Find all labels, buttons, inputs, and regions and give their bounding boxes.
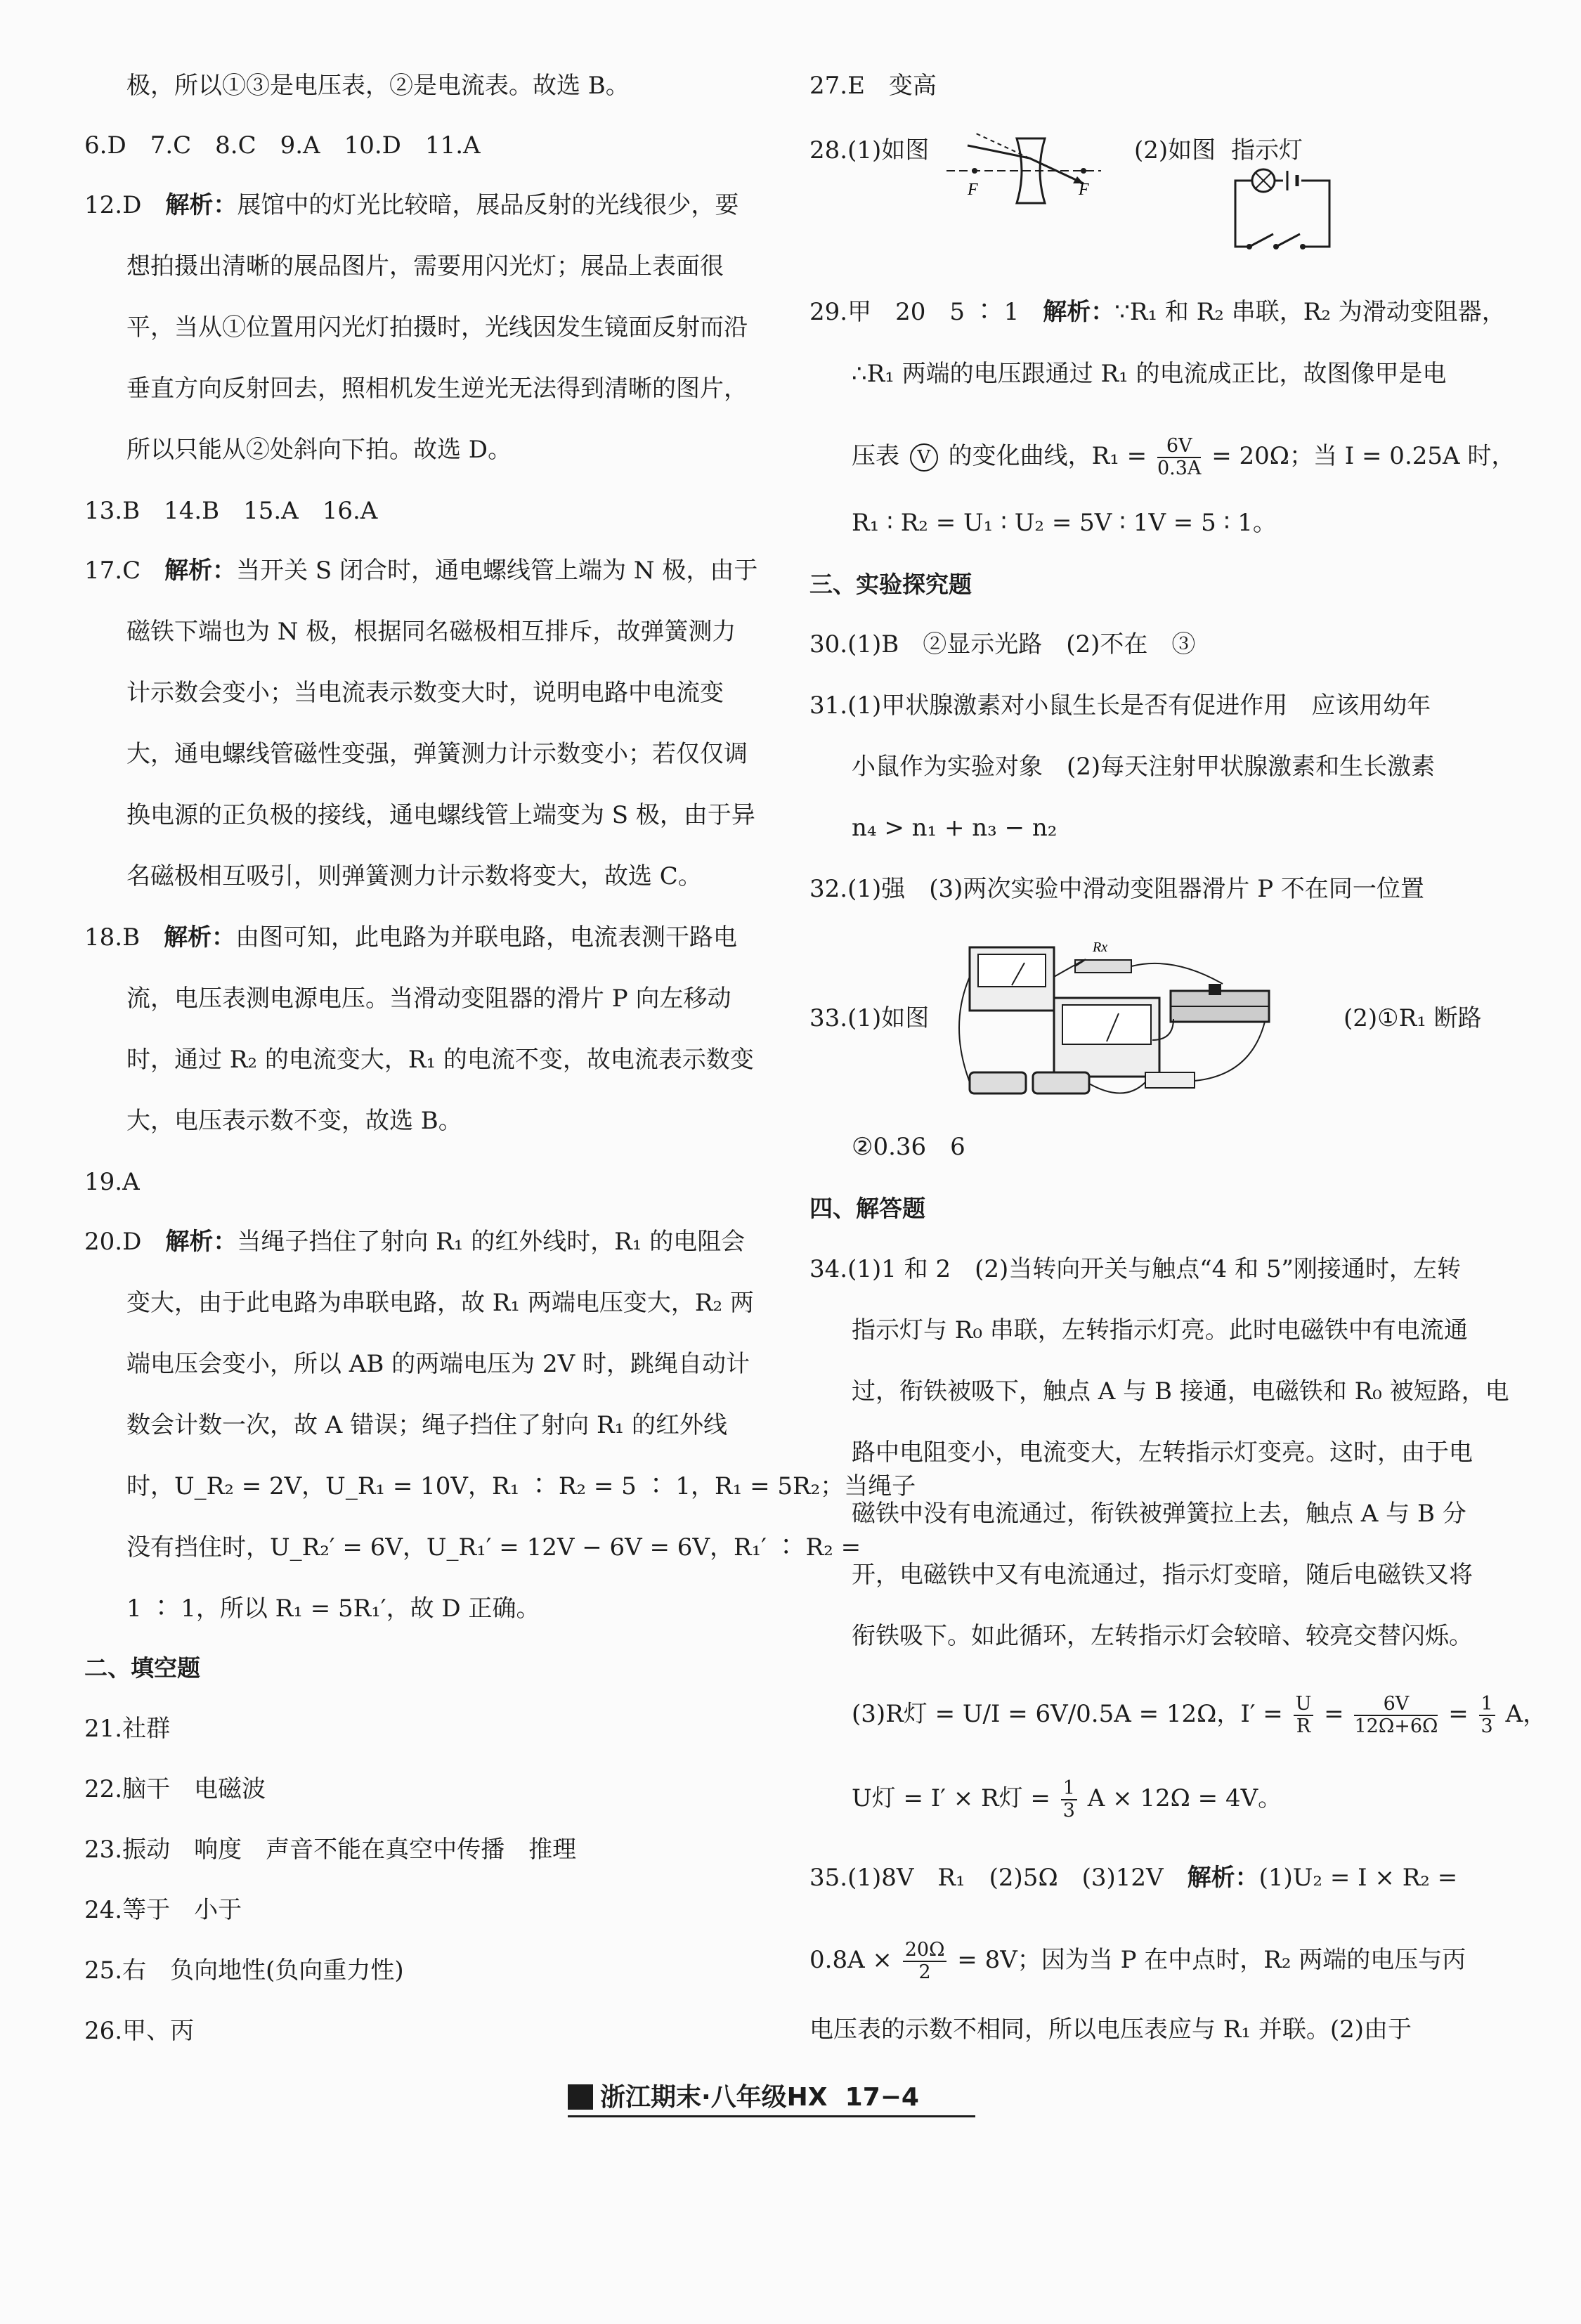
answers-13-16: 13.B 14.B 15.A 16.A: [84, 497, 378, 525]
q33-part2: (2)①R₁ 断路: [1343, 1004, 1482, 1032]
q12-line: 所以只能从②处斜向下拍。故选 D。: [126, 436, 512, 464]
answer-19: 19.A: [84, 1168, 140, 1196]
section-heading: 四、解答题: [809, 1195, 925, 1222]
q20-line: 20.D 解析：当绳子挡住了射向 R₁ 的红外线时，R₁ 的电阻会: [84, 1228, 746, 1256]
answer-26: 26.甲、丙: [84, 2017, 195, 2045]
q29-line: 29.甲 20 5 ∶ 1 解析：∵R₁ 和 R₂ 串联，R₂ 为滑动变阻器，: [809, 298, 1506, 326]
q34-line: 指示灯与 R₀ 串联，左转指示灯亮。此时电磁铁中有电流通: [852, 1316, 1468, 1344]
q20-line: 端电压会变小，所以 AB 的两端电压为 2V 时，跳绳自动计: [126, 1350, 750, 1378]
text-line: 极，所以①③是电压表，②是电流表。故选 B。: [126, 72, 630, 100]
experiment-apparatus: [942, 935, 1307, 1110]
q20-line: 数会计数一次，故 A 错误；绳子挡住了射向 R₁ 的红外线: [126, 1411, 728, 1439]
answers-6-11: 6.D 7.C 8.C 9.A 10.D 11.A: [84, 131, 481, 160]
answer-21: 21.社群: [84, 1715, 171, 1743]
q35-line: 电压表的示数不相同，所以电压表应与 R₁ 并联。(2)由于: [809, 2015, 1412, 2044]
q28-part1: 28.(1)如图: [809, 136, 930, 164]
q34-formula-line: U灯 = I′ × R灯 = $\frac{1}{3}$ A × 12Ω = 4V。: [852, 1777, 1282, 1822]
fraction: $\frac{6V}{0.3A}$: [1157, 435, 1202, 479]
fraction: $\frac{1}{3}$: [1479, 1694, 1495, 1737]
q34-line: 磁铁中没有电流通过，衔铁被弹簧拉上去，触点 A 与 B 分: [852, 1500, 1466, 1528]
q12-line: 想拍摄出清晰的展品图片，需要用闪光灯；展品上表面很: [126, 252, 724, 280]
answer-23: 23.振动 响度 声音不能在真空中传播 推理: [84, 1836, 577, 1864]
fraction: $\frac{20\Omega}{2}$: [903, 1940, 947, 1983]
q18-line: 大，电压表示数不变，故选 B。: [126, 1107, 462, 1135]
fraction: $\frac{U}{R}$: [1294, 1694, 1314, 1737]
q29-line: 压表 V 的变化曲线，R₁ = $\frac{6V}{0.3A}$ = 20Ω；当 I = 0.25A 时，: [852, 435, 1516, 479]
fraction: $\frac{6V}{12\Omega+6\Omega}$: [1354, 1693, 1438, 1737]
circuit-diagram: [1224, 158, 1336, 260]
q12-line: 平，当从①位置用闪光灯拍摄时，光线因发生镜面反射而沿: [126, 313, 748, 342]
q34-formula-line: (3)R灯 = U/I = 6V/0.5A = 12Ω，I′ = $\frac{U}{R}$ = $\frac{6V}{12\Omega+6\Omega}$ = $\frac{1}{3}$ A，: [852, 1693, 1547, 1737]
q31-line: 31.(1)甲状腺激素对小鼠生长是否有促进作用 应该用幼年: [809, 692, 1431, 720]
q18-line: 流，电压表测电源电压。当滑动变阻器的滑片 P 向左移动: [126, 985, 731, 1013]
rx-label: Rx: [1093, 940, 1108, 955]
q17-line: 大，通电螺线管磁性变强，弹簧测力计示数变小；若仅仅调: [126, 740, 748, 768]
page-footer: [568, 2080, 975, 2117]
q31-formula: n₄ > n₁ + n₃ − n₂: [852, 814, 1058, 842]
answer-32: 32.(1)强 (3)两次实验中滑动变阻器滑片 P 不在同一位置: [809, 875, 1424, 903]
q20-line: 没有挡住时，U_R₂′ = 6V，U_R₁′ = 12V − 6V = 6V，R₁′ ∶ R₂ =: [126, 1533, 861, 1562]
section-heading: 二、填空题: [84, 1654, 200, 1682]
q18-line: 时，通过 R₂ 的电流变大，R₁ 的电流不变，故电流表示数变: [126, 1046, 754, 1074]
voltmeter-symbol: V: [910, 443, 938, 472]
q33-part3: ②0.36 6: [852, 1133, 965, 1161]
q29-line: R₁ ∶ R₂ = U₁ ∶ U₂ = 5V ∶ 1V = 5 ∶ 1。: [852, 509, 1277, 537]
q17-line: 计示数会变小；当电流表示数变大时，说明电路中电流变: [126, 679, 724, 707]
q28-part2: (2)如图: [1134, 136, 1216, 164]
q17-line: 名磁极相互吸引，则弹簧测力计示数将变大，故选 C。: [126, 862, 702, 890]
section-heading: 三、实验探究题: [809, 571, 972, 598]
q18-line: 18.B 解析：由图可知，此电路为并联电路，电流表测干路电: [84, 923, 738, 952]
q34-line: 开，电磁铁中又有电流通过，指示灯变暗，随后电磁铁又将: [852, 1561, 1473, 1589]
q17-line: 17.C 解析：当开关 S 闭合时，通电螺线管上端为 N 极，由于: [84, 557, 758, 585]
answer-24: 24.等于 小于: [84, 1896, 242, 1924]
indicator-lamp-label: 指示灯: [1231, 136, 1303, 164]
q29-line: ∴R₁ 两端的电压跟通过 R₁ 的电流成正比，故图像甲是电: [852, 360, 1447, 388]
q12-line: 垂直方向反射回去，照相机发生逆光无法得到清晰的图片，: [126, 375, 748, 403]
answer-27: 27.E 变高: [809, 72, 937, 100]
q35-line: 0.8A × $\frac{20\Omega}{2}$ = 8V；因为当 P 在中点时，R₂ 两端的电压与丙: [809, 1939, 1466, 1983]
answer-30: 30.(1)B ②显示光路 (2)不在 ③: [809, 630, 1196, 658]
focal-label: F: [968, 181, 978, 199]
q20-line: 1 ∶ 1，所以 R₁ = 5R₁′，故 D 正确。: [126, 1595, 540, 1623]
q17-line: 磁铁下端也为 N 极，根据同名磁极相互排斥，故弹簧测力: [126, 618, 736, 646]
page-number: 17−4: [845, 2083, 919, 2112]
footer-title: 浙江期末·八年级HX: [600, 2083, 828, 2112]
answer-25: 25.右 负向地性(负向重力性): [84, 1956, 404, 1985]
answer-22: 22.脑干 电磁波: [84, 1775, 266, 1803]
q33-part1: 33.(1)如图: [809, 1004, 930, 1032]
q34-line: 过，衔铁被吸下，触点 A 与 B 接通，电磁铁和 R₀ 被短路，电: [852, 1377, 1509, 1406]
q31-line: 小鼠作为实验对象 (2)每天注射甲状腺激素和生长激素: [852, 753, 1436, 781]
q34-line: 34.(1)1 和 2 (2)当转向开关与触点“4 和 5”刚接通时，左转: [809, 1255, 1461, 1283]
q20-line: 变大，由于此电路为串联电路，故 R₁ 两端电压变大，R₂ 两: [126, 1289, 754, 1317]
q34-line: 路中电阻变小，电流变大，左转指示灯变亮。这时，由于电: [852, 1439, 1473, 1467]
footer-mark: [568, 2084, 593, 2110]
focal-label: F: [1079, 181, 1089, 199]
q12-line: 12.D 解析：展馆中的灯光比较暗，展品反射的光线很少，要: [84, 191, 739, 219]
q17-line: 换电源的正负极的接线，通电螺线管上端变为 S 极，由于异: [126, 801, 755, 829]
q34-line: 衔铁吸下。如此循环，左转指示灯会较暗、较亮交替闪烁。: [852, 1622, 1473, 1650]
fraction: $\frac{1}{3}$: [1061, 1778, 1077, 1822]
q20-line: 时，U_R₂ = 2V，U_R₁ = 10V，R₁ ∶ R₂ = 5 ∶ 1，R₁ = 5R₂；当绳子: [126, 1472, 916, 1500]
q35-line: 35.(1)8V R₁ (2)5Ω (3)12V 解析：(1)U₂ = I × R₂ =: [809, 1864, 1458, 1892]
lens-diagram: [946, 130, 1101, 221]
